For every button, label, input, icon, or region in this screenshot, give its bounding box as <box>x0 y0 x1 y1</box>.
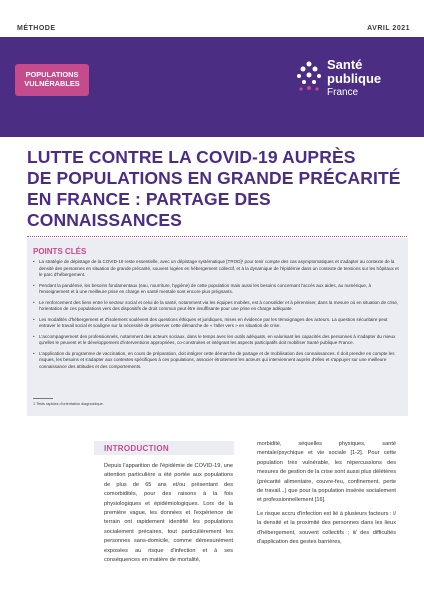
introduction-paragraph: Le risque accru d'infection est lié à plusieurs facteurs : i/ la densité et la proximité des personnes dans les lieux d'hébergement, souvent collectifs ; ii/ des difficultés d'application des gestes barrières, <box>257 510 396 546</box>
key-point-item: • La stratégie de dépistage de la COVID-19 reste essentielle, avec un dépistage systématique [TROD]¹ pour tenir compte des cas asymptomatiques et s'adapter au contexte de la densité des personnes en situation de grande précarité, souvent logées en hébergement collectif, et à la dynamique de l'épidémie dans un contexte de tensions sur les hôpitaux et le parc d'hébergement. <box>33 259 401 279</box>
introduction-heading: INTRODUCTION <box>104 444 169 453</box>
document-title <box>27 147 407 231</box>
key-point-item: • L'application du programme de vaccination, en cours de préparation, doit intégrer cette démarche de partage et de mobilisation des connaissances. Il doit prendre en compte les risques, les besoins et s'adapter aux contextes spécifiques à ces populations, associer étroitement les acteurs qui interviennent auprès d'elles et s'appuyer sur une meilleure connaissance des attitudes et des comportements. <box>33 351 401 371</box>
key-point-item: • L'accompagnement des professionnels, notamment des acteurs sociaux, dans le temps avec les outils adéquats, en valorisant les capacités des personnes à s'adapter du mieux qu'elles le peuvent et le développement d'interventions appropriées, co-construites et intégrant les aspects participatifs doit mobiliser Santé publique France. <box>33 334 401 347</box>
logo-dots-icon <box>295 60 325 96</box>
introduction-paragraph: morbidité, séquelles physiques, santé mentale/psychique et vie sociale [1-2]. Pour cette population très vulnérable, les répercussions des mesures de gestion de la crise sont aussi plus délétères (précarité alimentaire, couvre-feu, confinement, perte de travail...) que pour la population insérée socialement et professionnellement [16]. <box>257 441 396 504</box>
logo-text-line1: Santé <box>327 57 363 72</box>
footnote-divider <box>33 398 53 399</box>
introduction-column-2 <box>257 440 396 551</box>
category-badge-line2: VULNÉRABLES <box>24 79 80 88</box>
logo-text-line3: France <box>327 87 359 98</box>
key-point-item: • Le renforcement des liens entre le secteur social et celui de la santé, notamment via les équipes mobiles, est à consolider et à pérenniser, dans la mesure où en situation de crise, l'orientation de ces populations vers des dispositifs de droit commun peut être insuffisante pour une prise en charge adéquate. <box>33 300 401 313</box>
logo-text-line2: publique <box>327 71 382 86</box>
key-point-item: • Pendant la pandémie, les besoins fondamentaux (eau, nourriture, hygiène) de cette population mais aussi les besoins concernant l'accès aux aides, au numérique, à l'enseignement et à une meilleure prise en charge en santé mentale sont encore plus prégnants. <box>33 283 401 296</box>
title-line1: LUTTE CONTRE LA COVID-19 AUPRÈS <box>27 147 356 167</box>
title-line2: DE POPULATIONS EN GRANDE PRÉCARITÉ <box>27 168 401 188</box>
key-point-item: • Les modalités d'hébergement et d'isolement soulèvent des questions éthiques et juridiques, mises en évidence par les témoignages des acteurs. La question sécuritaire peut entraver le travail social et souligne sur la nécessité de préserver cette démarche de « l'aller vers » en situation de crise. <box>33 317 401 330</box>
footnote: 1 Tests rapides d'orientation diagnostique. <box>33 402 104 406</box>
key-points-list <box>33 259 401 374</box>
publication-date: AVRIL 2021 <box>367 25 410 32</box>
introduction-column-1: Depuis l'apparition de l'épidémie de COVID-19, une attention particulière a été portée aux populations de plus de 65 ans et/ou présentant des comorbidités, pour des raisons à la fois physiologiques et épidémiologiques. Lors de la première vague, les données et l'expérience de terrain ont rapidement identifié les populations socialement précaires, tout particulièrement les personnes sans-domicile, comme démesurément exposées au risque d'infection et à ses conséquences en matière de mortalité, <box>104 463 233 564</box>
key-points-heading: POINTS CLÉS <box>33 247 87 256</box>
header-bar <box>0 0 424 40</box>
category-badge-line1: POPULATIONS <box>25 70 79 79</box>
sante-publique-france-logo <box>295 58 405 118</box>
title-line3: EN FRANCE : PARTAGE DES CONNAISSANCES <box>27 189 271 230</box>
document-type-label: MÉTHODE <box>17 25 56 32</box>
category-badge <box>15 64 89 96</box>
